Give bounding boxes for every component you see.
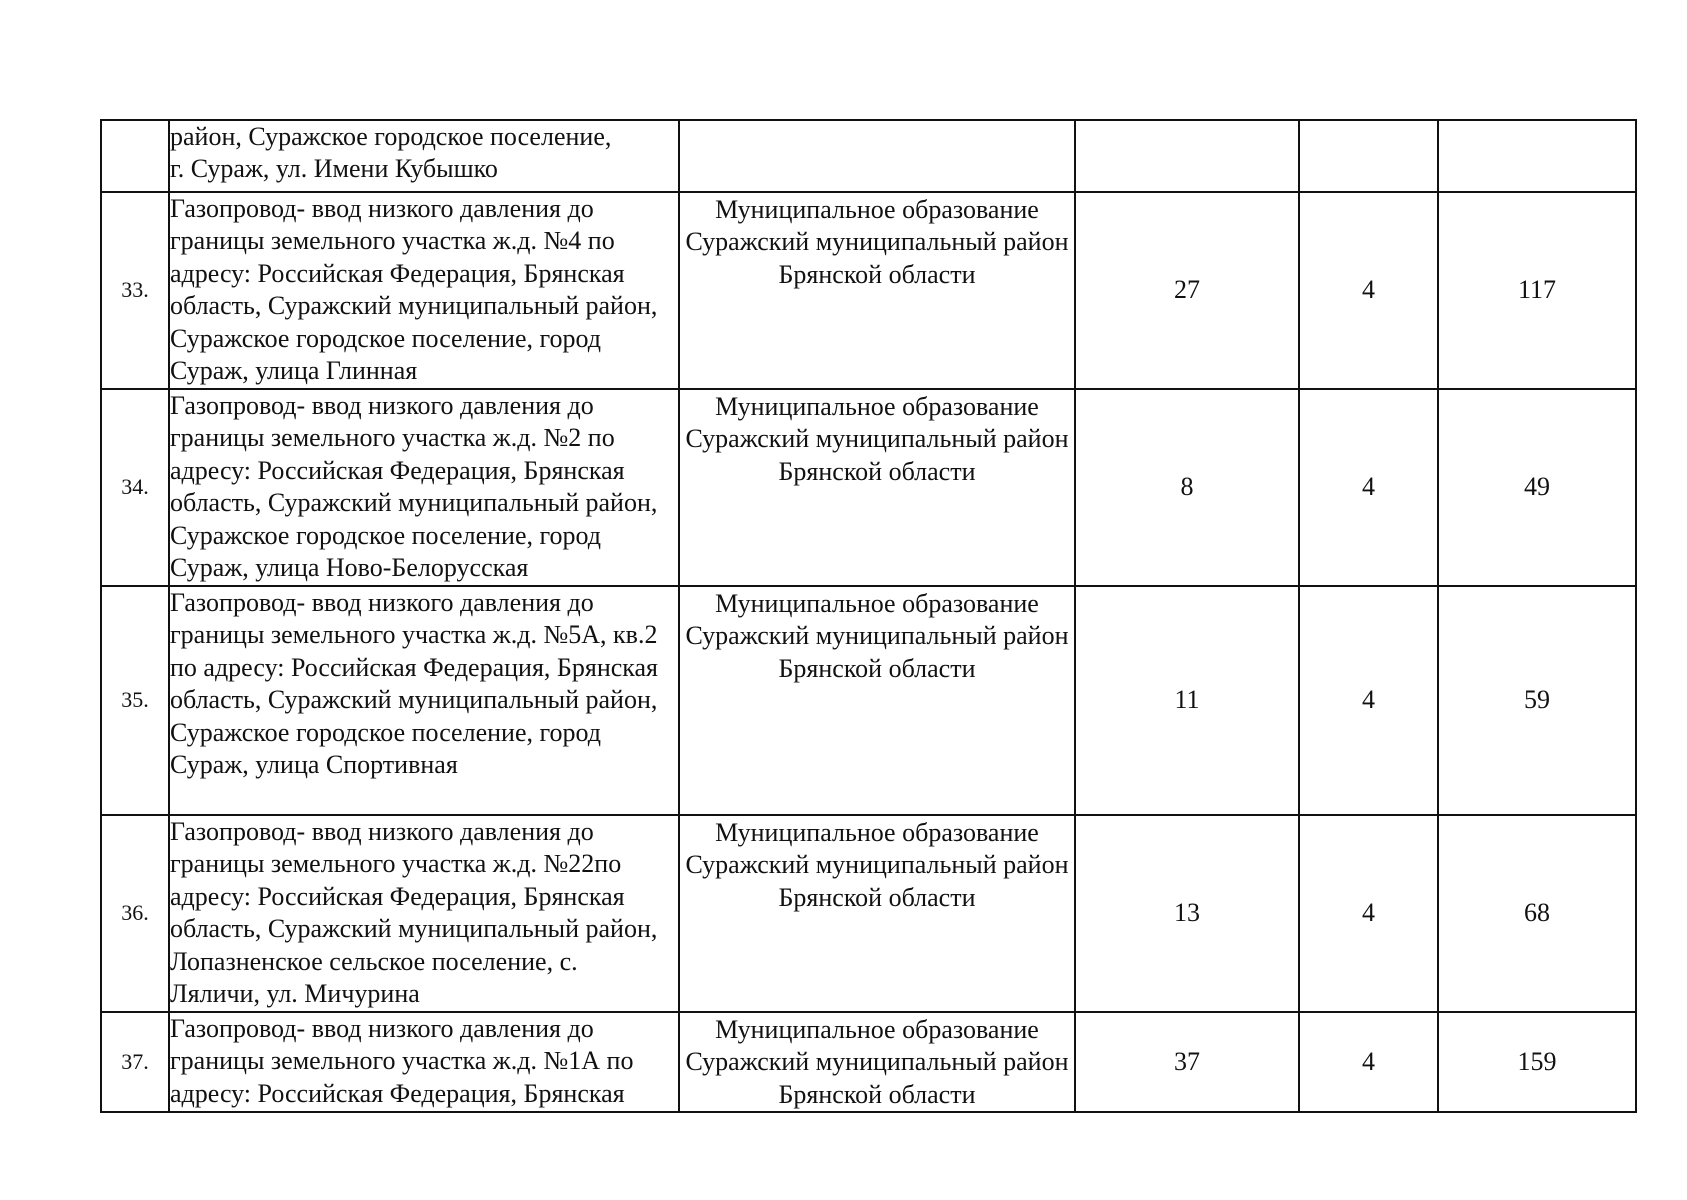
row-col-b: 4 <box>1299 815 1438 1012</box>
row-number <box>101 120 169 192</box>
row-col-a: 8 <box>1075 389 1299 586</box>
row-number: 34. <box>101 389 169 586</box>
table-row <box>101 1012 1636 1112</box>
row-description: Газопровод- ввод низкого давления до границы земельного участка ж.д. №5А, кв.2 по адресу: Российская Федерация, Брянская область, Суражский муниципальный район, Суражское городское поселение, город Сураж, улица Спортивная <box>169 586 679 815</box>
table-row <box>101 192 1636 389</box>
object-table <box>100 119 1637 1113</box>
row-col-a: 37 <box>1075 1012 1299 1112</box>
row-col-c: 68 <box>1438 815 1636 1012</box>
row-col-a: 11 <box>1075 586 1299 815</box>
table-row <box>101 389 1636 586</box>
row-owner: Муниципальное образование Суражский муниципальный район Брянской области <box>679 389 1075 586</box>
table-row <box>101 815 1636 1012</box>
row-owner: Муниципальное образование Суражский муниципальный район Брянской области <box>679 586 1075 815</box>
row-col-b: 4 <box>1299 1012 1438 1112</box>
table-row <box>101 586 1636 815</box>
row-description: Газопровод- ввод низкого давления до границы земельного участка ж.д. №4 по адресу: Российская Федерация, Брянская область, Суражский муниципальный район, Суражское городское поселение, город Сураж, улица Глинная <box>169 192 679 389</box>
row-description: Газопровод- ввод низкого давления до границы земельного участка ж.д. №1А по адресу: Российская Федерация, Брянская <box>169 1012 679 1112</box>
row-col-b: 4 <box>1299 389 1438 586</box>
row-number: 33. <box>101 192 169 389</box>
row-col-b: 4 <box>1299 586 1438 815</box>
row-col-a <box>1075 120 1299 192</box>
row-col-c: 117 <box>1438 192 1636 389</box>
row-owner: Муниципальное образование Суражский муниципальный район Брянской области <box>679 192 1075 389</box>
row-owner: Муниципальное образование Суражский муниципальный район Брянской области <box>679 1012 1075 1112</box>
row-col-b: 4 <box>1299 192 1438 389</box>
row-col-c <box>1438 120 1636 192</box>
row-col-a: 13 <box>1075 815 1299 1012</box>
row-col-c: 159 <box>1438 1012 1636 1112</box>
row-col-c: 49 <box>1438 389 1636 586</box>
table-row-continuation <box>101 120 1636 192</box>
row-number: 36. <box>101 815 169 1012</box>
row-number: 37. <box>101 1012 169 1112</box>
row-col-c: 59 <box>1438 586 1636 815</box>
row-owner <box>679 120 1075 192</box>
row-number: 35. <box>101 586 169 815</box>
row-col-b <box>1299 120 1438 192</box>
row-description: Газопровод- ввод низкого давления до границы земельного участка ж.д. №2 по адресу: Российская Федерация, Брянская область, Суражский муниципальный район, Суражское городское поселение, город Сураж, улица Ново-Белорусская <box>169 389 679 586</box>
row-description: район, Суражское городское поселение, г. Сураж, ул. Имени Кубышко <box>169 120 679 192</box>
row-description: Газопровод- ввод низкого давления до границы земельного участка ж.д. №22по адресу: Российская Федерация, Брянская область, Суражский муниципальный район, Лопазненское сельское поселение, с. Ляличи, ул. Мичурина <box>169 815 679 1012</box>
row-col-a: 27 <box>1075 192 1299 389</box>
row-owner: Муниципальное образование Суражский муниципальный район Брянской области <box>679 815 1075 1012</box>
